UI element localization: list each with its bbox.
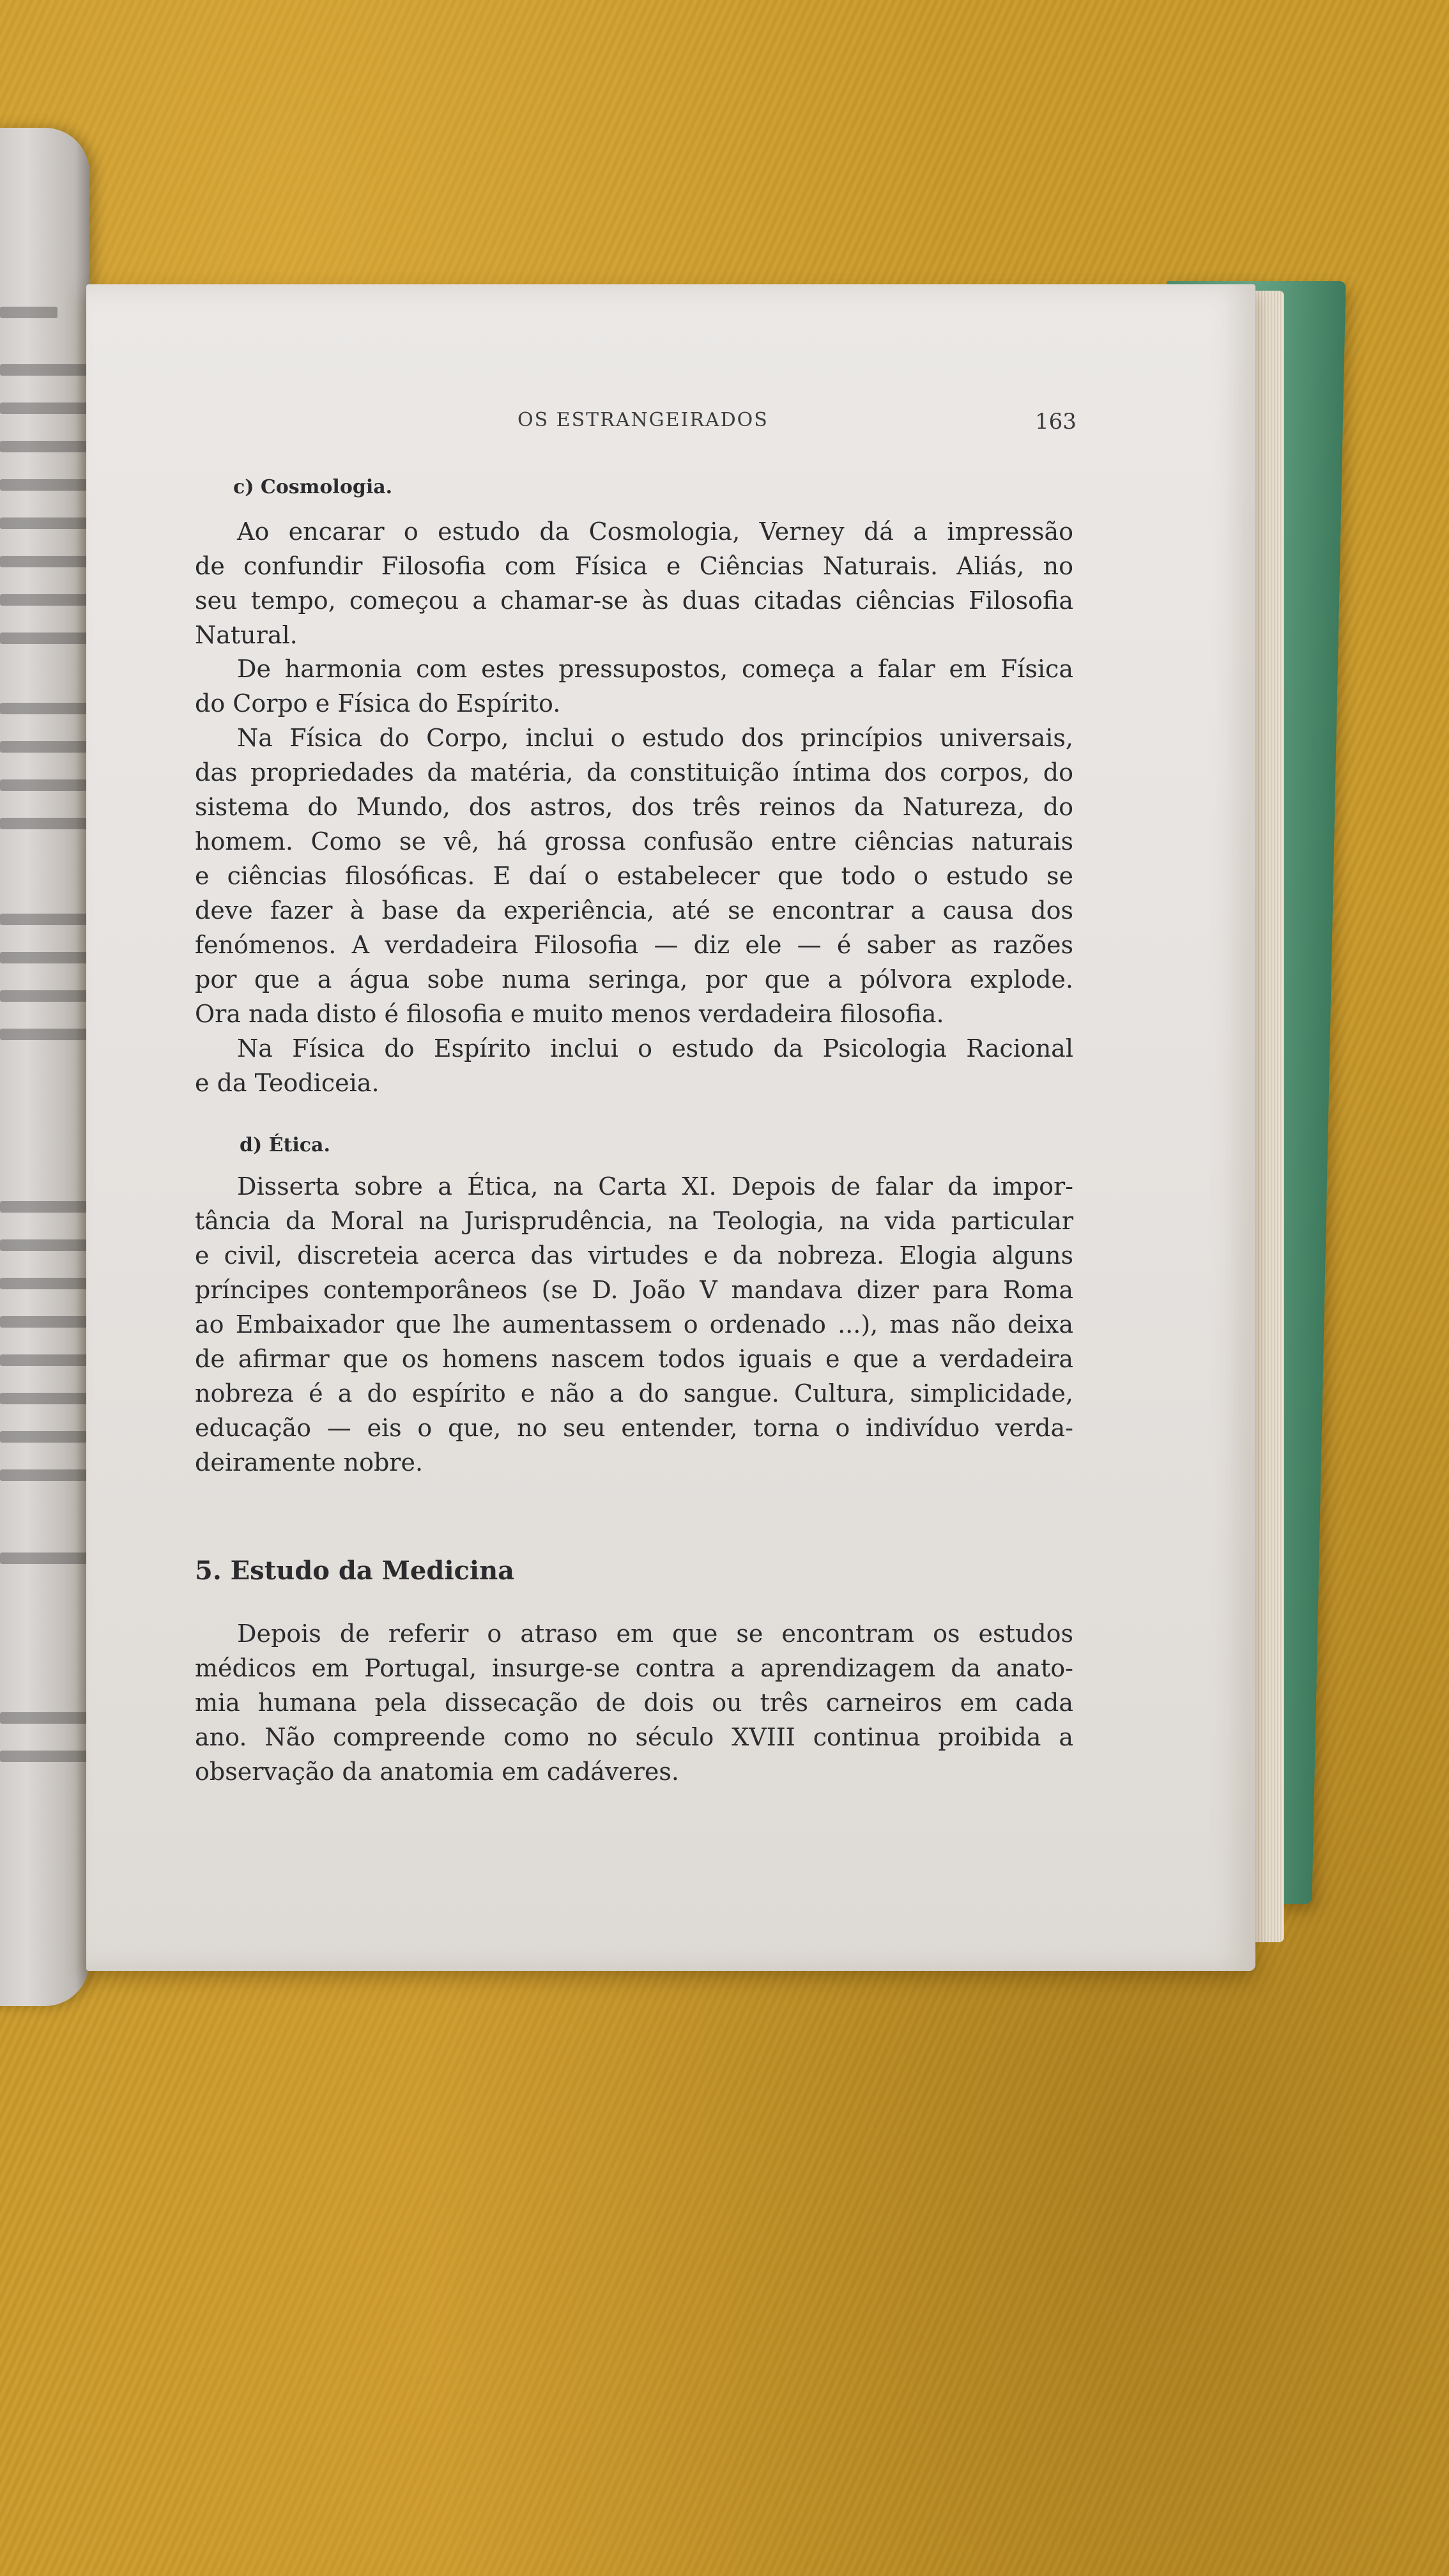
page-number: 163 bbox=[1035, 409, 1077, 434]
section-heading-medicina: 5. Estudo da Medicina bbox=[195, 1556, 515, 1586]
text-line: De harmonia com estes pressupostos, começa a falar em Física bbox=[237, 655, 1073, 683]
paragraph-medicina bbox=[195, 1616, 1073, 1789]
subsection-heading-etica: d) Ética. bbox=[240, 1134, 330, 1156]
text-line: sistema do Mundo, dos astros, dos três reinos da Natureza, do bbox=[195, 793, 1073, 821]
text-line: de confundir Filosofia com Física e Ciências Naturais. Aliás, no bbox=[195, 552, 1073, 580]
text-line: de afirmar que os homens nascem todos iguais e que a verdadeira bbox=[195, 1345, 1073, 1373]
text-line: seu tempo, começou a chamar-se às duas citadas ciências Filosofia bbox=[195, 586, 1073, 615]
text-line: por que a água sobe numa seringa, por que a pólvora explode. bbox=[195, 965, 1073, 993]
left-facing-page bbox=[0, 128, 89, 2006]
text-line: Disserta sobre a Ética, na Carta XI. Depois de falar da impor- bbox=[237, 1172, 1073, 1200]
text-line: e ciências filosóficas. E daí o estabelecer que todo o estudo se bbox=[195, 862, 1073, 890]
text-line: ano. Não compreende como no século XVIII continua proibida a bbox=[195, 1723, 1073, 1751]
subsection-heading-cosmologia: c) Cosmologia. bbox=[233, 476, 393, 498]
text-line: Na Física do Corpo, inclui o estudo dos princípios universais, bbox=[237, 724, 1073, 752]
paragraph-etica bbox=[195, 1169, 1073, 1480]
text-line: Natural. bbox=[195, 621, 298, 649]
text-line: do Corpo e Física do Espírito. bbox=[195, 689, 561, 717]
text-line: observação da anatomia em cadáveres. bbox=[195, 1758, 679, 1786]
text-line: fenómenos. A verdadeira Filosofia — diz ele — é saber as razões bbox=[195, 931, 1073, 959]
paragraph-fisica bbox=[195, 652, 1073, 721]
paragraph-fisica-do-espirito bbox=[195, 1031, 1073, 1100]
text-line: deiramente nobre. bbox=[195, 1448, 424, 1476]
paragraph-cosmologia-intro bbox=[195, 514, 1073, 652]
text-line: deve fazer à base da experiência, até se encontrar a causa dos bbox=[195, 896, 1073, 924]
paragraph-fisica-do-corpo bbox=[195, 721, 1073, 1031]
text-line: mia humana pela dissecação de dois ou três carneiros em cada bbox=[195, 1689, 1073, 1717]
running-head: OS ESTRANGEIRADOS bbox=[518, 409, 769, 431]
text-line: Ao encarar o estudo da Cosmologia, Verney dá a impressão bbox=[237, 518, 1073, 546]
text-line: ao Embaixador que lhe aumentassem o ordenado ...), mas não deixa bbox=[195, 1310, 1073, 1338]
text-line: tância da Moral na Jurisprudência, na Teologia, na vida particular bbox=[195, 1207, 1073, 1235]
text-line: nobreza é a do espírito e não a do sangue. Cultura, simplicidade, bbox=[195, 1379, 1073, 1407]
text-line: e civil, discreteia acerca das virtudes e da nobreza. Elogia alguns bbox=[195, 1241, 1073, 1269]
text-line: educação — eis o que, no seu entender, torna o indivíduo verda- bbox=[195, 1414, 1073, 1442]
text-line: Ora nada disto é filosofia e muito menos verdadeira filosofia. bbox=[195, 1000, 944, 1028]
text-line: príncipes contemporâneos (se D. João V mandava dizer para Roma bbox=[195, 1276, 1073, 1304]
text-line: Depois de referir o atraso em que se encontram os estudos bbox=[237, 1620, 1073, 1648]
text-line: Na Física do Espírito inclui o estudo da Psicologia Racional bbox=[237, 1034, 1073, 1062]
text-line: das propriedades da matéria, da constituição íntima dos corpos, do bbox=[195, 758, 1073, 786]
text-line: homem. Como se vê, há grossa confusão entre ciências naturais bbox=[195, 827, 1073, 855]
text-line: e da Teodiceia. bbox=[195, 1069, 379, 1097]
text-line: médicos em Portugal, insurge-se contra a aprendizagem da anato- bbox=[195, 1654, 1073, 1682]
